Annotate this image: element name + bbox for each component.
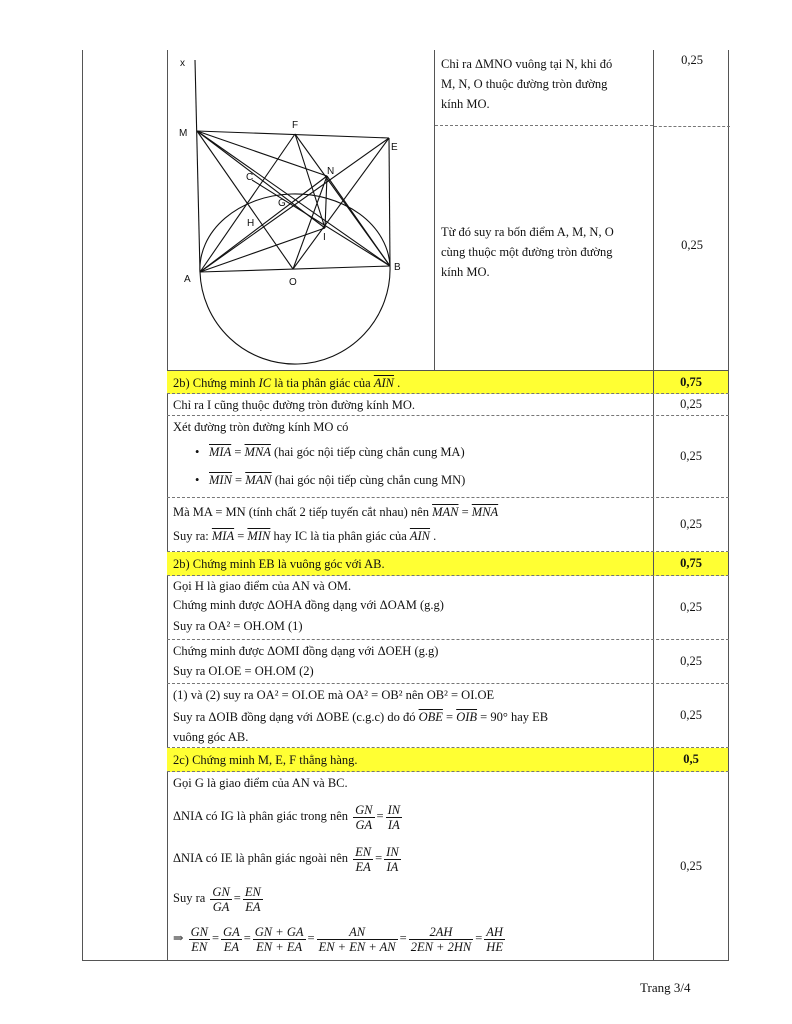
answer-table — [82, 50, 729, 961]
points-heading-b1: 0,75 — [653, 371, 729, 393]
step-b1-3: Mà MA = MN (tính chất 2 tiếp tuyến cắt nhau) nên $\overline{MAN} = \overline{MNA}$ Suy ra: $\overline{MIA} = \overline{MIN}$ hay IC là tia phân giác của $\overline{AIN}$ . 0,25 — [167, 498, 729, 552]
part-a-text-cell — [435, 50, 653, 370]
figure-cell — [167, 50, 435, 370]
label-c: C — [246, 172, 254, 183]
page-number: Trang 3/4 — [640, 980, 691, 995]
label-x: x — [180, 58, 185, 69]
label-f: F — [292, 120, 299, 131]
step-b2-2: Chứng minh được ΔOMI đồng dạng với ΔOEH (g.g) Suy ra OI.OE = OH.OM (2) 0,25 — [167, 640, 729, 684]
label-m: M — [179, 128, 188, 139]
label-b: B — [394, 262, 401, 273]
points-b2-2: 0,25 — [653, 640, 729, 683]
step-c-1: Gọi G là giao điểm của AN và BC. ΔNIA có IG là phân giác trong nên $\frac{GN}{GA}$ = $\frac{IN}{IA}$ ΔNIA có IE là phân giác ngoài nên $\frac{EN}{EA}$ = $\frac{IN}{IA}$ Suy ra $\frac{GN}{GA}$ = $\frac{EN}{EA}$ ⇒ $\frac{GN}{EN}$ = $\frac{GA}{EA}$ = $\frac{GN + GA}{EN + EA}$ = $\frac{AN}{EN + EN + AN}$ = $\frac{2AH}{2EN + 2HN}$ = $\frac{AH}{HE}$ 0,25 — [167, 772, 729, 960]
part-a-points-cell — [653, 50, 729, 370]
label-e: E — [391, 142, 398, 153]
label-i: I — [323, 232, 326, 243]
label-n: N — [327, 166, 335, 177]
section-heading-2b-ic: 2b) Chứng minh IC là tia phân giác của $\overline{AIN}$ . 0,75 — [167, 370, 729, 394]
step-b1-1: Chỉ ra I cũng thuộc đường tròn đường kính MO. 0,25 — [167, 394, 729, 416]
points-a2: 0,25 — [681, 238, 703, 252]
part-a-step2: Từ đó suy ra bốn điểm A, M, N, O cùng thuộc một đường tròn đường kính MO. — [441, 225, 614, 279]
label-h: H — [247, 218, 255, 229]
points-c-1: 0,25 — [653, 772, 729, 960]
section-heading-2b-eb: 2b) Chứng minh EB là vuông góc với AB. 0,75 — [167, 552, 729, 576]
step-b1-2: Xét đường tròn đường kính MO có • $\overline{MIA} = \overline{MNA}$ (hai góc nội tiếp cùng chắn cung MA) • $\overline{MIN} = \overline{MAN}$ (hai góc nội tiếp cùng chắn cung MN) 0,25 — [167, 416, 729, 498]
section-heading-2c: 2c) Chứng minh M, E, F thẳng hàng. 0,5 — [167, 748, 729, 772]
points-b2-1: 0,25 — [653, 576, 729, 639]
label-g: G — [278, 198, 286, 209]
step-b2-1: Gọi H là giao điểm của AN và OM. Chứng minh được ΔOHA đồng dạng với ΔOAM (g.g) Suy ra OA² = OH.OM (1) 0,25 — [167, 576, 729, 640]
label-o: O — [289, 277, 297, 288]
step-b2-3: (1) và (2) suy ra OA² = OI.OE mà OA² = OB² nên OB² = OI.OE Suy ra ΔOIB đồng dạng với ΔOBE (c.g.c) do đó $\overline{OBE} = \overline{OIB} = 90^\circ$ hay EB vuông góc AB. 0,25 — [167, 684, 729, 748]
points-b1-2: 0,25 — [653, 416, 729, 497]
points-a1: 0,25 — [681, 53, 703, 67]
points-b1-1: 0,25 — [653, 394, 729, 415]
part-a-step1: Chỉ ra ΔMNO vuông tại N, khi đó M, N, O thuộc đường tròn đường kính MO. — [435, 50, 653, 126]
question-column — [83, 50, 168, 960]
points-heading-b2: 0,75 — [653, 552, 729, 575]
label-a: A — [184, 274, 191, 285]
part-a-section — [167, 50, 729, 370]
points-b2-3: 0,25 — [653, 684, 729, 747]
points-heading-c: 0,5 — [653, 748, 729, 771]
points-b1-3: 0,25 — [653, 498, 729, 551]
geometry-figure — [167, 50, 435, 370]
